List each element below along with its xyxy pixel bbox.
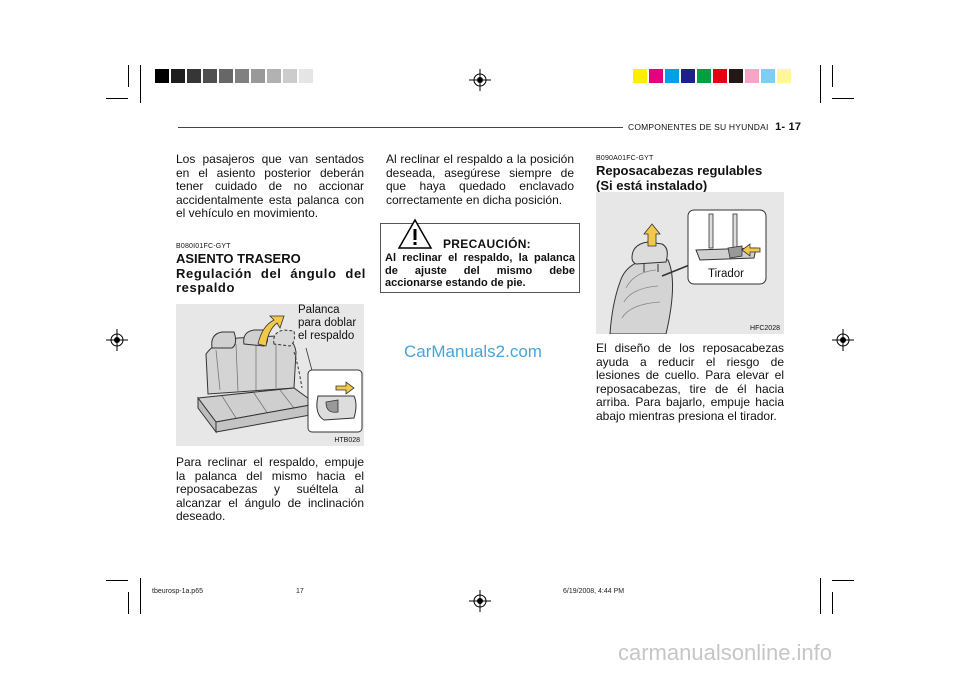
header-section-title: COMPONENTES DE SU HYUNDAI: [628, 122, 769, 132]
footer-datetime: 6/19/2008, 4:44 PM: [563, 588, 625, 595]
seat-recline-figure: [176, 304, 364, 446]
grayscale-calibration-bar: [155, 69, 315, 83]
section-heading: [596, 164, 786, 193]
gray-swatch: [235, 69, 249, 83]
caution-title: PRECAUCIÓN:: [443, 237, 531, 251]
gray-swatch: [283, 69, 297, 83]
registration-mark-icon: [469, 69, 491, 91]
online-watermark: carmanualsonline.info: [618, 640, 833, 665]
header-rule: [178, 127, 623, 128]
section-title-line1: ASIENTO TRASERO: [176, 251, 301, 266]
color-calibration-bar: [633, 69, 793, 83]
gray-swatch: [251, 69, 265, 83]
footer-page: 17: [296, 588, 304, 595]
caution-box: [380, 223, 580, 293]
section-code: B090A01FC-GYT: [596, 155, 654, 162]
registration-mark-icon: [469, 590, 491, 612]
section-code: B080I01FC-GYT: [176, 243, 231, 250]
registration-mark-icon: [832, 329, 854, 351]
lever-label: Palanca para doblar el respaldo: [298, 304, 364, 343]
color-swatch: [777, 69, 791, 83]
carmanuals-watermark: CarManuals2.com: [404, 342, 542, 361]
figure-code: HTB028: [334, 437, 360, 444]
footer-filename: tbeurosp-1a.p65: [152, 588, 203, 595]
color-swatch: [713, 69, 727, 83]
intro-paragraph: Los pasajeros que van sentados en el asiento posterior deberán tener cuidado de no accionar accidentalmente esta palanca con el vehículo en movimiento.: [176, 152, 364, 220]
color-swatch: [681, 69, 695, 83]
pull-tab-label: Tirador: [708, 268, 744, 280]
page-number: 1- 17: [775, 121, 802, 133]
gray-swatch: [299, 69, 313, 83]
caution-text: Al reclinar el respaldo, la palanca de ajuste del mismo debe accionarse estando de pie.: [385, 252, 575, 289]
gray-swatch: [267, 69, 281, 83]
section-title-line2: (Si está instalado): [596, 177, 708, 193]
color-swatch: [665, 69, 679, 83]
gray-swatch: [171, 69, 185, 83]
color-swatch: [729, 69, 743, 83]
color-swatch: [745, 69, 759, 83]
color-swatch: [649, 69, 663, 83]
warning-triangle-icon: [397, 218, 433, 250]
registration-mark-icon: [106, 329, 128, 351]
figure-code: HFC2028: [750, 325, 780, 332]
gray-swatch: [219, 69, 233, 83]
gray-swatch: [155, 69, 169, 83]
color-swatch: [633, 69, 647, 83]
gray-swatch: [203, 69, 217, 83]
section-title-line2: Regulación del ángulo del respaldo: [176, 265, 366, 295]
headrest-figure: [596, 192, 784, 334]
recline-note: Al reclinar el respaldo a la posición deseada, asegúrese siempre de que haya quedado enclavado correctamente en dicha posición.: [386, 152, 574, 207]
recline-instructions: Para reclinar el respaldo, empuje la palanca del mismo hacia el reposacabezas y suéltela al alcanzar el ángulo de inclinación deseado.: [176, 455, 364, 523]
headrest-illustration: [596, 192, 784, 334]
section-title-line1: Reposacabezas regulables: [596, 163, 763, 178]
page-header: [628, 121, 801, 133]
headrest-description: El diseño de los reposacabezas ayuda a reducir el riesgo de lesiones de cuello. Para elevar el reposacabezas, tire de él hacia arriba. Para bajarlo, empuje hacia abajo mientras presiona el tirador.: [596, 341, 784, 423]
section-heading: [176, 252, 366, 296]
color-swatch: [761, 69, 775, 83]
color-swatch: [697, 69, 711, 83]
gray-swatch: [187, 69, 201, 83]
